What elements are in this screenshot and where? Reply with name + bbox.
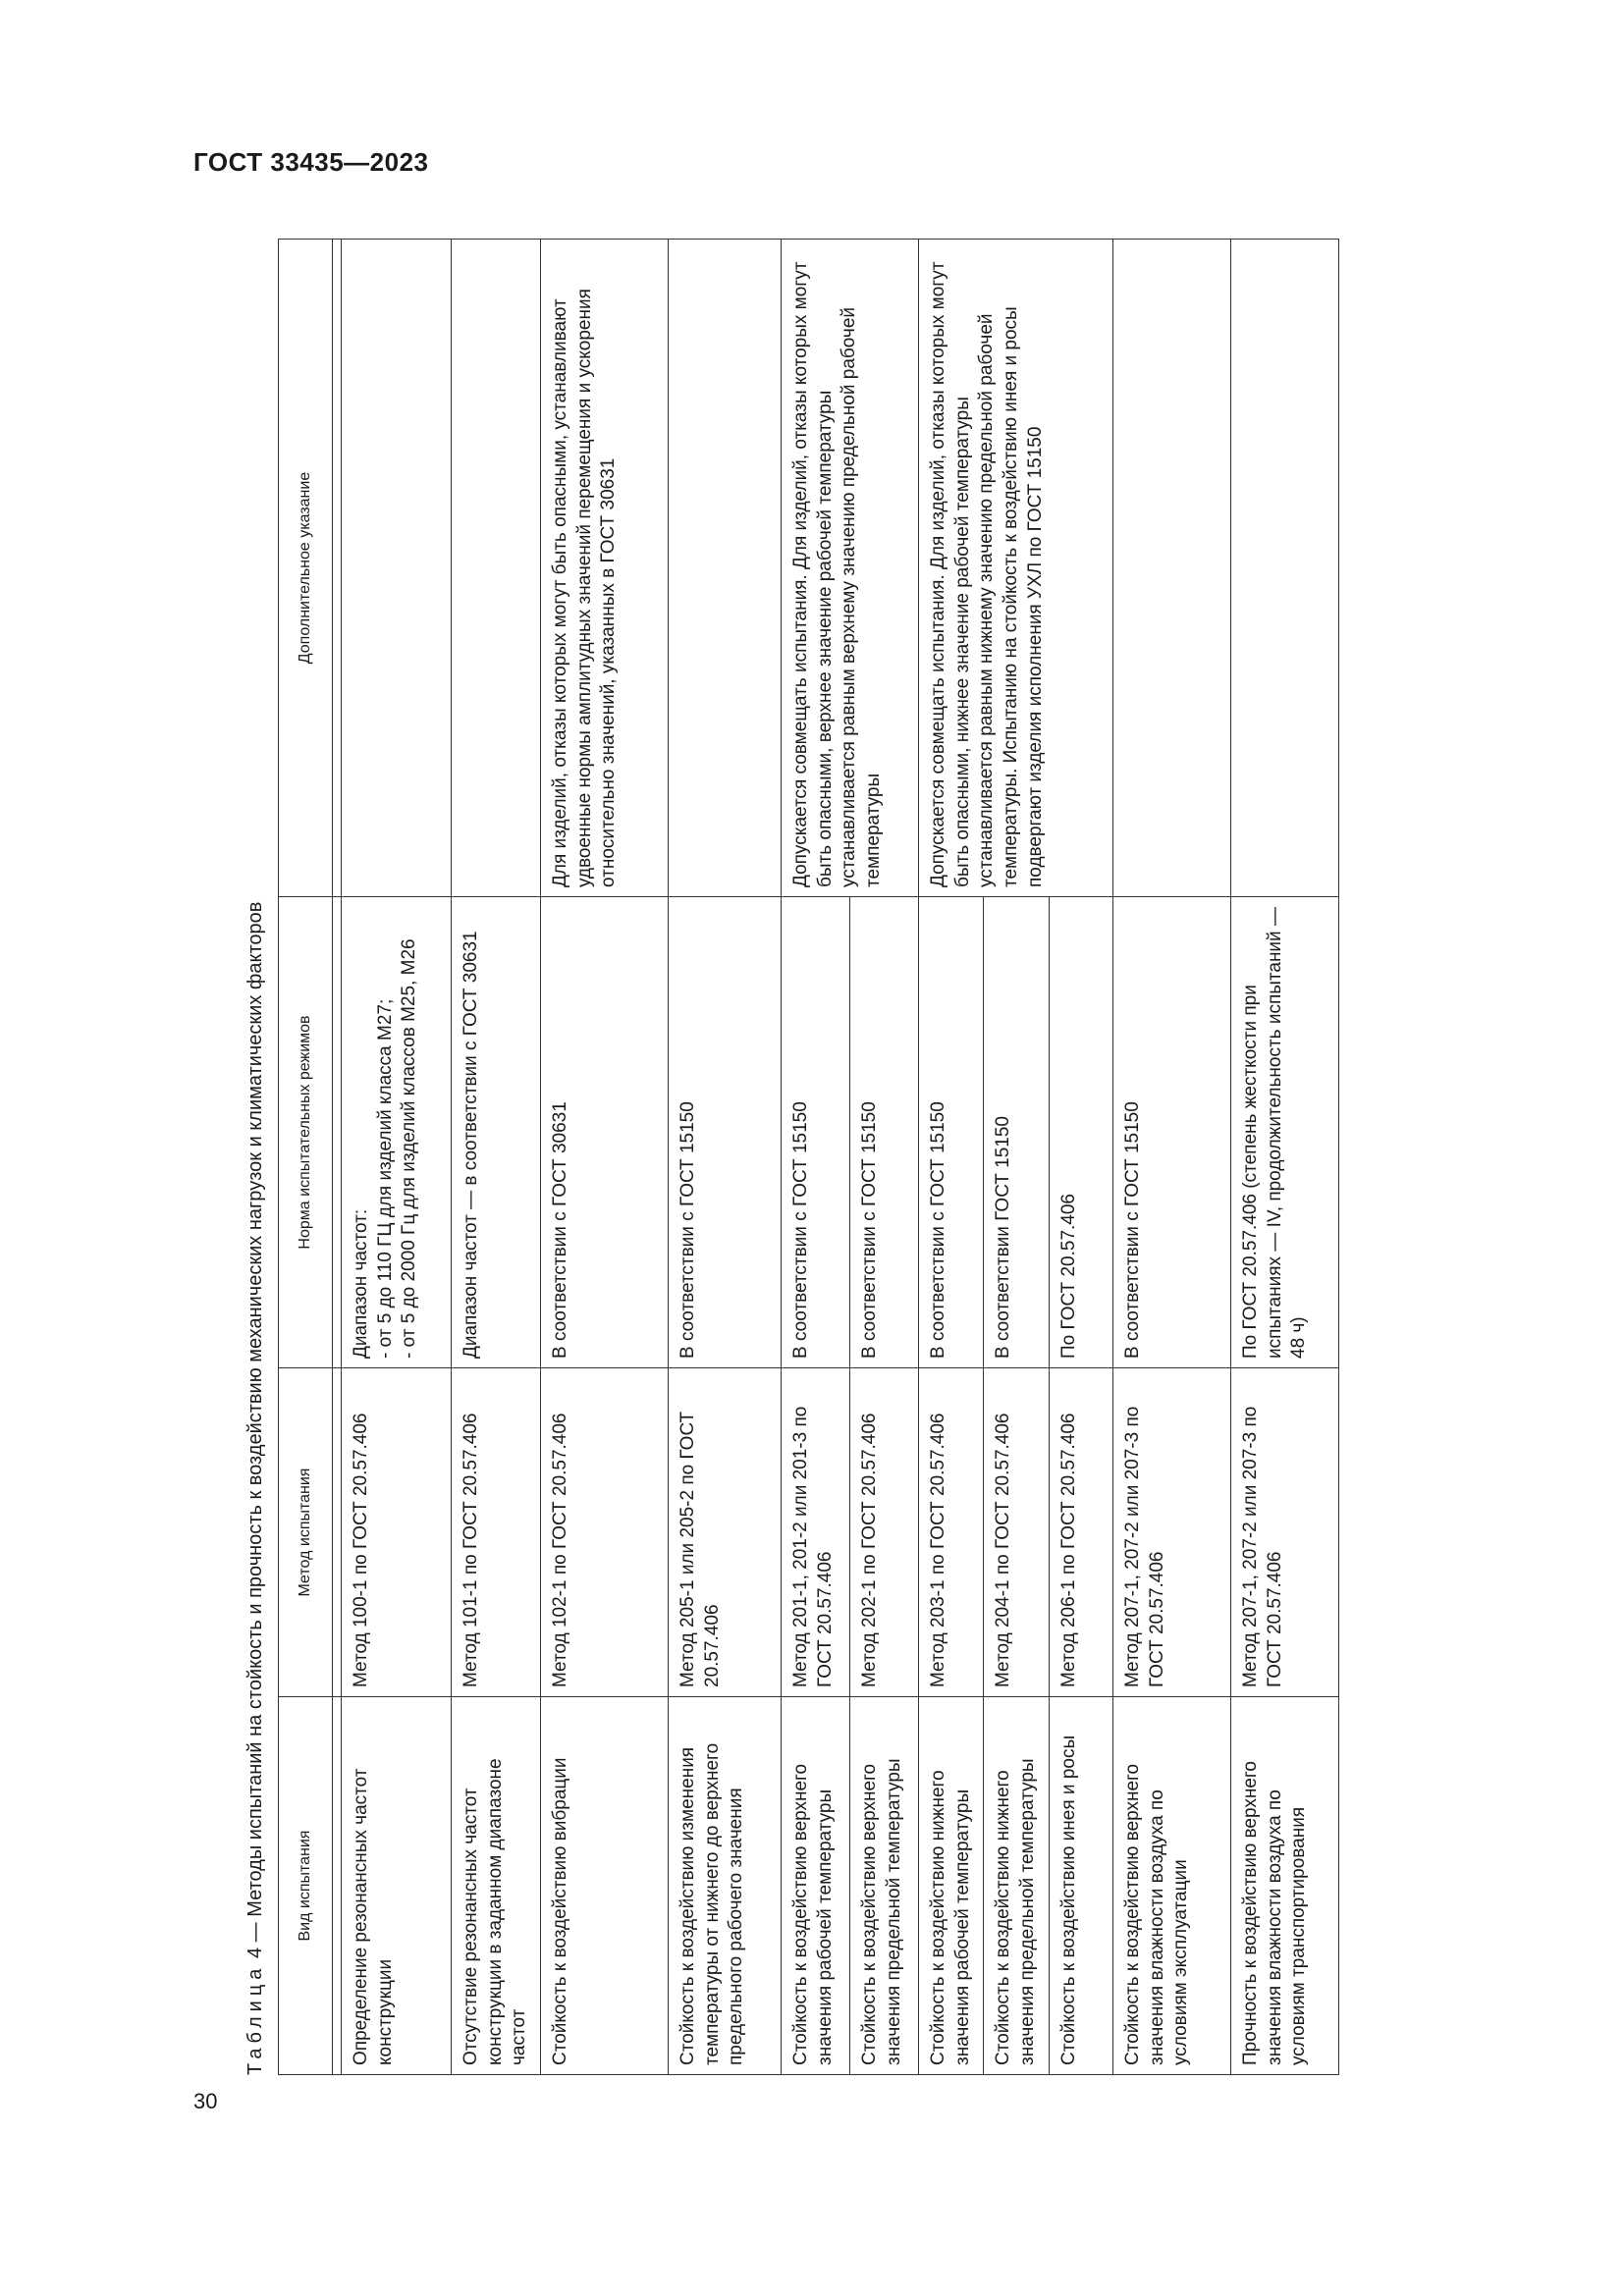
table-row (782, 240, 850, 2075)
test-type-cell: Стойкость к воздействию изменения температуры от нижнего до верхнего предельного рабочего значения (669, 1697, 782, 2075)
test-type-cell: Прочность к воздействию верхнего значения влажности воздуха по условиям транспортирования (1230, 1697, 1338, 2075)
test-method-cell: Метод 201-1, 201-2 или 201-3 по ГОСТ 20.57.406 (782, 1368, 850, 1697)
additional-note-cell: Для изделий, отказы которых могут быть опасными, устанавливают удвоенные нормы амплитудных значений перемещения и ускорения относительно значений, указанных в ГОСТ 30631 (541, 240, 669, 897)
table-caption-text: 4 — Методы испытаний на стойкость и прочность к воздействию механических нагрузок и климатических факторов (244, 901, 266, 1959)
test-method-cell: Метод 102-1 по ГОСТ 20.57.406 (541, 1368, 669, 1697)
test-method-cell: Метод 101-1 по ГОСТ 20.57.406 (452, 1368, 541, 1697)
table-row (1112, 240, 1230, 2075)
test-method-cell: Метод 206-1 по ГОСТ 20.57.406 (1049, 1368, 1112, 1697)
test-method-cell: Метод 100-1 по ГОСТ 20.57.406 (342, 1368, 452, 1697)
test-method-cell: Метод 202-1 по ГОСТ 20.57.406 (850, 1368, 919, 1697)
table-row (669, 240, 782, 2075)
test-method-cell: Метод 207-1, 207-2 или 207-3 по ГОСТ 20.57.406 (1112, 1368, 1230, 1697)
header-test-norm: Норма испытательных режимов (279, 897, 333, 1368)
header-spacer-row (333, 240, 342, 2075)
test-norm-cell: В соответствии с ГОСТ 15150 (850, 897, 919, 1368)
test-type-cell: Стойкость к воздействию верхнего значения влажности воздуха по условиям эксплуатации (1112, 1697, 1230, 2075)
test-method-cell: Метод 203-1 по ГОСТ 20.57.406 (919, 1368, 984, 1697)
additional-note-cell: Допускается совмещать испытания. Для изделий, отказы которых могут быть опасными, верхнее значение рабочей температуры устанавливается равным верхнему значению предельной рабочей температуры (782, 240, 919, 897)
test-norm-cell: В соответствии с ГОСТ 15150 (919, 897, 984, 1368)
header-test-method: Метод испытания (279, 1368, 333, 1697)
page-number: 30 (193, 2089, 218, 2113)
table-row (919, 240, 984, 2075)
test-type-cell: Стойкость к воздействию нижнего значения предельной температуры (984, 1697, 1049, 2075)
test-type-cell: Определение резонансных частот конструкции (342, 1697, 452, 2075)
norm-line: - от 5 до 110 ГЦ для изделий класса М27; (374, 998, 396, 1359)
test-norm-cell: Диапазон частот — в соответствии с ГОСТ 30631 (452, 897, 541, 1368)
additional-note-cell (342, 240, 452, 897)
rotated-table-block (241, 240, 1473, 2075)
additional-note-cell: Допускается совмещать испытания. Для изделий, отказы которых могут быть опасными, нижнее значение рабочей температуры устанавливается равным нижнему значению предельной рабочей температуры. Испытанию на стойкость к воздействию инея и росы подвергают изделия исполнения УХЛ по ГОСТ 15150 (919, 240, 1113, 897)
table-row (342, 240, 452, 2075)
test-norm-cell: В соответствии с ГОСТ 15150 (1112, 897, 1230, 1368)
additional-note-cell (669, 240, 782, 897)
test-norm-cell: В соответствии с ГОСТ 15150 (782, 897, 850, 1368)
table-row (452, 240, 541, 2075)
test-method-cell: Метод 204-1 по ГОСТ 20.57.406 (984, 1368, 1049, 1697)
test-type-cell: Стойкость к воздействию нижнего значения рабочей температуры (919, 1697, 984, 2075)
additional-note-cell (1112, 240, 1230, 897)
table-caption (241, 240, 278, 2075)
test-norm-cell: В соответствии с ГОСТ 30631 (541, 897, 669, 1368)
norm-line: - от 5 до 2000 Гц для изделий классов М25, М26 (399, 938, 420, 1359)
norm-line: Диапазон частот: (351, 1208, 371, 1359)
header-test-type: Вид испытания (279, 1697, 333, 2075)
test-norm-cell (342, 897, 452, 1368)
test-norm-cell: В соответствии ГОСТ 15150 (984, 897, 1049, 1368)
test-type-cell: Стойкость к воздействию верхнего значения рабочей температуры (782, 1697, 850, 2075)
table-row (1230, 240, 1338, 2075)
document-code: ГОСТ 33435—2023 (193, 147, 429, 177)
table-row (541, 240, 669, 2075)
test-norm-cell: По ГОСТ 20.57.406 (1049, 897, 1112, 1368)
test-methods-table (278, 239, 1339, 2075)
test-method-cell: Метод 207-1, 207-2 или 207-3 по ГОСТ 20.57.406 (1230, 1368, 1338, 1697)
test-method-cell: Метод 205-1 или 205-2 по ГОСТ 20.57.406 (669, 1368, 782, 1697)
additional-note-cell (1230, 240, 1338, 897)
test-type-cell: Стойкость к воздействию верхнего значения предельной температуры (850, 1697, 919, 2075)
test-type-cell: Отсутствие резонансных частот конструкции в заданном диапазоне частот (452, 1697, 541, 2075)
table-caption-prefix: Таблица (244, 1963, 266, 2075)
test-type-cell: Стойкость к воздействию вибрации (541, 1697, 669, 2075)
additional-note-cell (452, 240, 541, 897)
header-additional-note: Дополнительное указание (279, 240, 333, 897)
test-type-cell: Стойкость к воздействию инея и росы (1049, 1697, 1112, 2075)
test-norm-cell: По ГОСТ 20.57.406 (степень жесткости при испытаниях — IV, продолжительность испытаний — 48 ч) (1230, 897, 1338, 1368)
test-norm-cell: В соответствии с ГОСТ 15150 (669, 897, 782, 1368)
table-header-row (279, 240, 333, 2075)
